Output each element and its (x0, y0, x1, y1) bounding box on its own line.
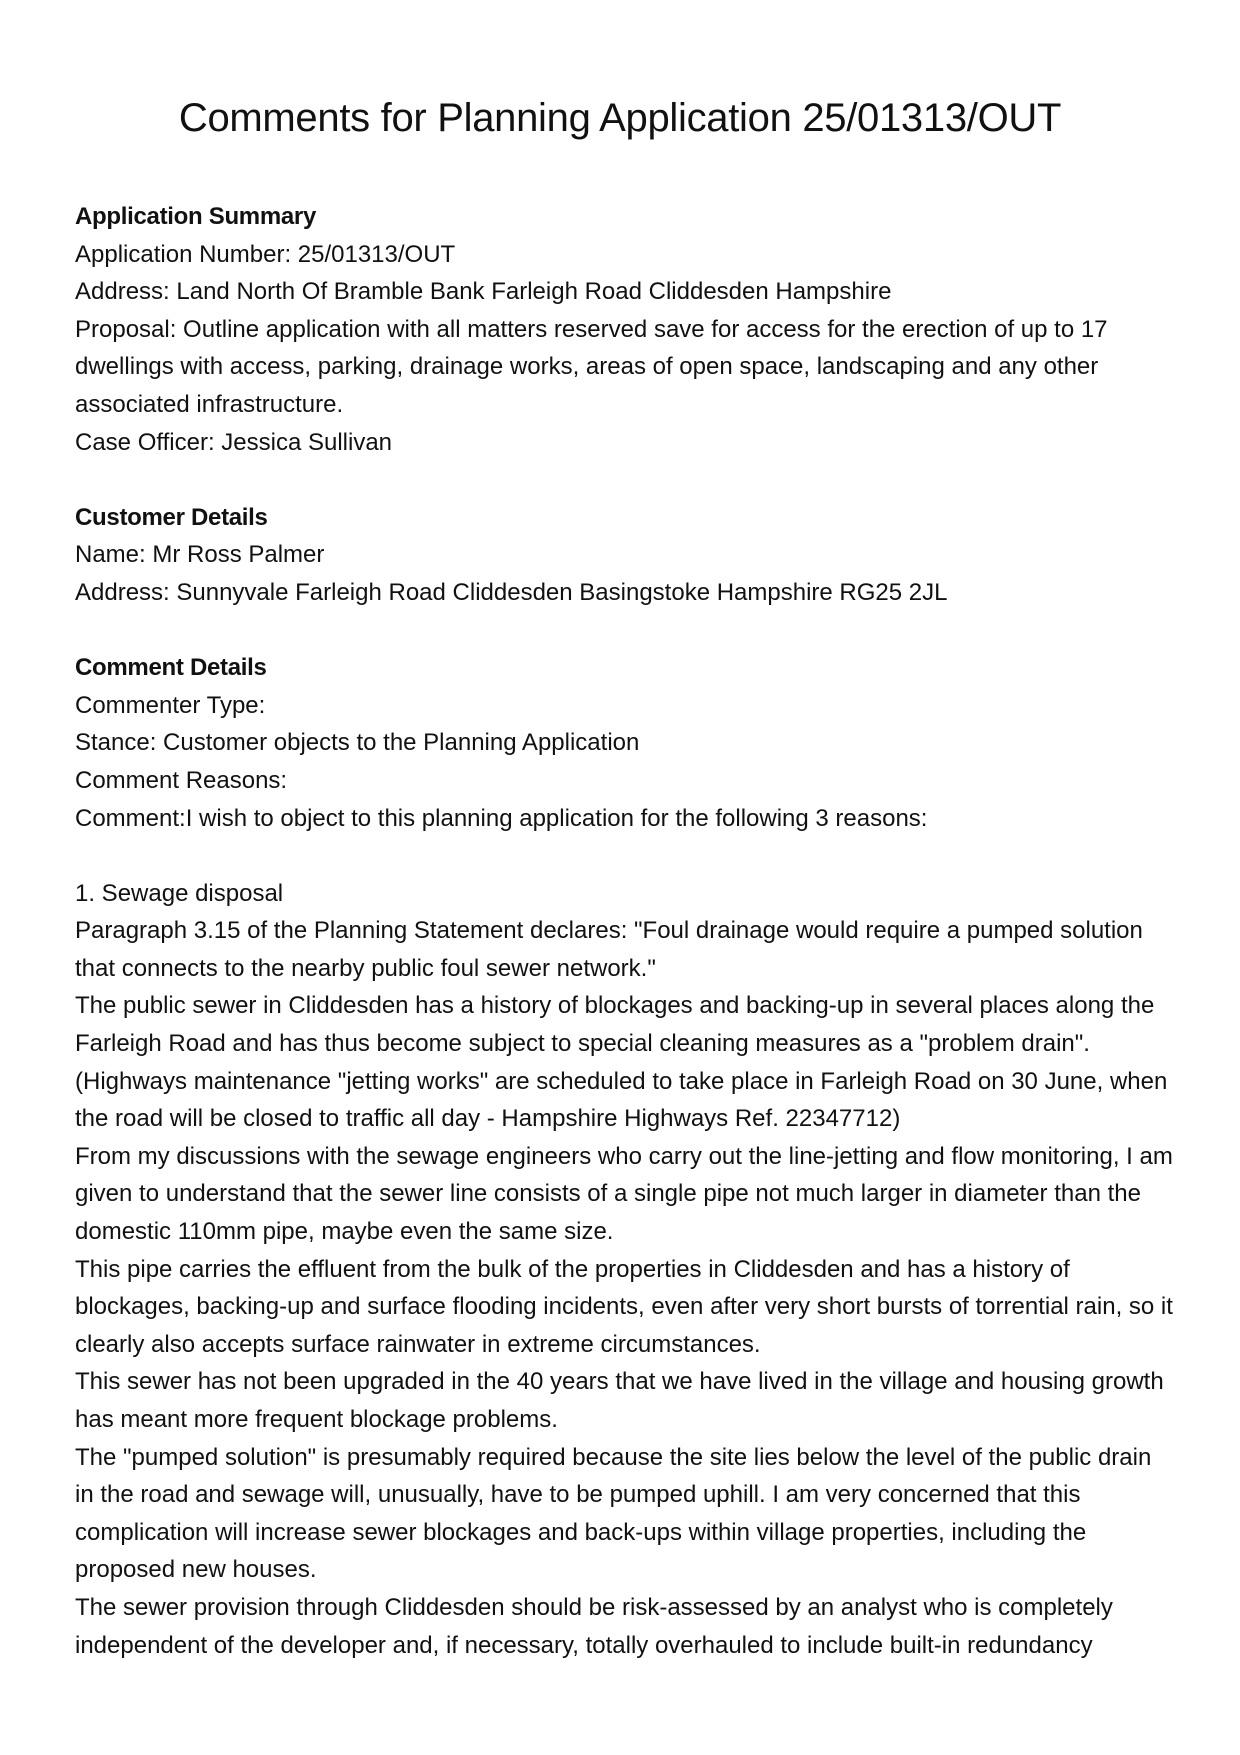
customer-name: Name: Mr Ross Palmer (75, 541, 325, 569)
application-number: Application Number: 25/01313/OUT (75, 240, 456, 268)
document-body (75, 198, 1175, 1702)
application-summary-section (75, 198, 1175, 461)
comment-intro: Comment:I wish to object to this planning application for the following 3 reasons: (75, 804, 928, 832)
comment-paragraph: The sewer provision through Cliddesden should be risk-assessed by an analyst who is completely independent of the developer and, if necessary, totally overhauled to include built-in redundancy (75, 1593, 1113, 1659)
page-title: Comments for Planning Application 25/01313/OUT (178, 96, 1062, 140)
comment-paragraph: From my discussions with the sewage engineers who carry out the line-jetting and flow monitoring, I am given to understand that the sewer line consists of a single pipe not much larger in diameter than the domestic 110mm pipe, maybe even the same size. (75, 1142, 1173, 1246)
comment-details-heading: Comment Details (75, 654, 267, 682)
customer-details-section (75, 499, 1175, 612)
comment-paragraph: The public sewer in Cliddesden has a history of blockages and backing-up in several places along the Farleigh Road and has thus become subject to special cleaning measures as a "problem drain". (Highways maintenance "jetting works" are scheduled to take place in Farleigh Road on 30 June, when the road will be closed to traffic all day - Hampshire Highways Ref. 22347712) (75, 992, 1168, 1133)
customer-address: Address: Sunnyvale Farleigh Road Cliddesden Basingstoke Hampshire RG25 2JL (75, 578, 948, 606)
application-summary-heading: Application Summary (75, 203, 317, 230)
point-heading: 1. Sewage disposal (75, 879, 284, 907)
comment-paragraph: Paragraph 3.15 of the Planning Statement declares: "Foul drainage would require a pumped solution that connects to the nearby public foul sewer network." (75, 917, 1143, 982)
commenter-type: Commenter Type: (75, 691, 266, 719)
case-officer: Case Officer: Jessica Sullivan (75, 428, 393, 456)
application-address: Address: Land North Of Bramble Bank Farleigh Road Cliddesden Hampshire (75, 278, 892, 306)
comment-paragraph: This pipe carries the effluent from the bulk of the properties in Cliddesden and has a history of blockages, backing-up and surface flooding incidents, even after very short bursts of torrential rain, so it clearly also accepts surface rainwater in extreme circumstances. (75, 1255, 1173, 1358)
comment-paragraph: This sewer has not been upgraded in the 40 years that we have lived in the village and housing growth has meant more frequent blockage problems. (75, 1368, 1164, 1433)
customer-details-heading: Customer Details (75, 503, 268, 531)
application-proposal: Proposal: Outline application with all matters reserved save for access for the erection of up to 17 dwellings with access, parking, drainage works, areas of open space, landscaping and any other associated infrastructure. (75, 315, 1108, 418)
comment-details-section (75, 649, 1175, 837)
comment-paragraph: The "pumped solution" is presumably required because the site lies below the level of the public drain in the road and sewage will, unusually, have to be pumped uphill. I am very concerned that this complication will increase sewer blockages and back-ups within village properties, including the proposed new houses. (75, 1443, 1152, 1584)
comment-body (75, 875, 1175, 1664)
comment-reasons: Comment Reasons: (75, 766, 288, 794)
stance: Stance: Customer objects to the Planning Application (75, 729, 640, 757)
